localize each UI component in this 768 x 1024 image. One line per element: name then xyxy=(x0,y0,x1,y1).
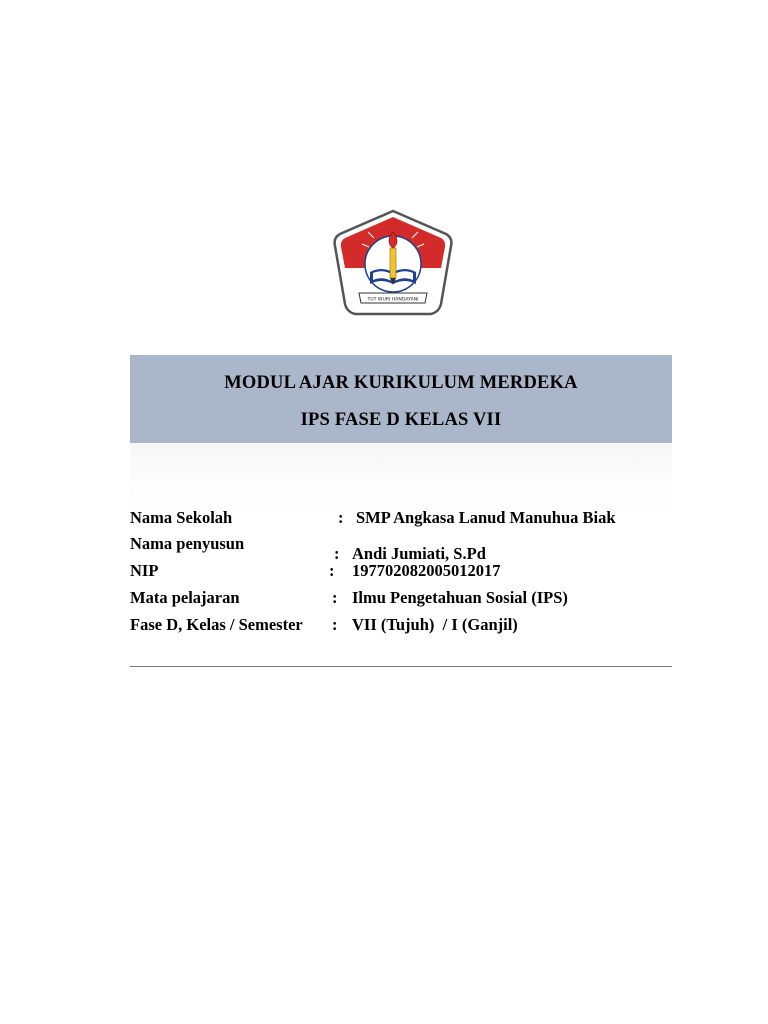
school-logo xyxy=(332,208,454,326)
info-label: Nama penyusun xyxy=(130,534,245,553)
info-value: VII (Tujuh) / I (Ganjil) xyxy=(352,615,518,634)
info-label: Fase D, Kelas / Semester xyxy=(130,615,303,634)
info-separator: : xyxy=(332,588,338,607)
info-separator: : xyxy=(329,561,335,580)
info-value: SMP Angkasa Lanud Manuhua Biak xyxy=(356,508,616,527)
document-title: MODUL AJAR KURIKULUM MERDEKA xyxy=(224,373,578,393)
info-row-subject xyxy=(130,588,672,610)
logo-ribbon-text: TUT WURI HANDAYANI xyxy=(367,297,419,303)
section-divider xyxy=(130,666,672,667)
info-row-nip xyxy=(130,561,672,583)
info-value: Andi Jumiati, S.Pd xyxy=(352,544,486,563)
title-banner xyxy=(130,355,672,443)
info-separator: : xyxy=(332,615,338,634)
info-value: Ilmu Pengetahuan Sosial (IPS) xyxy=(352,588,568,607)
info-row-school xyxy=(130,508,672,530)
info-label: Mata pelajaran xyxy=(130,588,240,607)
info-row-author xyxy=(130,534,672,563)
document-subtitle: IPS FASE D KELAS VII xyxy=(300,410,502,430)
pen-icon xyxy=(390,248,396,278)
identity-section xyxy=(130,443,672,667)
info-label: Nama Sekolah xyxy=(130,508,233,527)
info-label: NIP xyxy=(130,561,159,580)
info-row-phase xyxy=(130,615,672,637)
info-separator: : xyxy=(338,508,344,527)
info-value: 197702082005012017 xyxy=(352,561,501,580)
info-separator: : xyxy=(334,544,340,563)
